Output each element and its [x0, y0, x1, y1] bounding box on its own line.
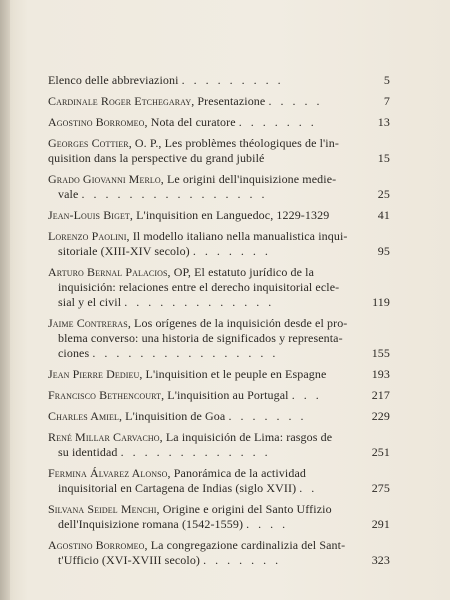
entry-author: Silvana Seidel Menchi,	[48, 502, 160, 516]
page-number: 25	[377, 187, 390, 201]
toc-entry	[48, 73, 390, 88]
toc-line	[48, 280, 390, 295]
entry-title: Les problèmes théologiques de l'in-	[161, 136, 339, 150]
entry-title: Il modello italiano nella manualistica inqui-	[129, 229, 348, 243]
leader-dots: . . . . . . . . . . . . . . . .	[92, 346, 279, 360]
page-number: 155	[371, 346, 390, 360]
page-number: 229	[371, 409, 390, 423]
entry-title-cont: dell'Inquisizione romana (1542-1559)	[58, 517, 244, 531]
toc-entry	[48, 115, 390, 130]
entry-author: Georges Cottier, O. P.,	[48, 136, 162, 150]
toc-line	[48, 409, 390, 424]
page-number: 119	[372, 295, 390, 309]
toc-entry	[48, 172, 390, 202]
page-number: 5	[383, 73, 390, 87]
leader-dots: . . . . . . .	[203, 553, 282, 567]
entry-title-cont: vale	[58, 187, 79, 201]
entry-title: Le origini dell'inquisizione medie-	[163, 172, 337, 186]
toc-entry	[48, 136, 390, 166]
page-number: 291	[371, 517, 390, 531]
toc-entry	[48, 94, 390, 109]
toc-line	[48, 73, 390, 88]
entry-author: Arturo Bernal Palacios,	[48, 265, 171, 279]
page-number: 95	[377, 244, 390, 258]
toc-line	[48, 172, 390, 187]
entry-author: Francisco Bethencourt,	[48, 388, 165, 402]
leader-dots: . . . .	[246, 517, 289, 531]
entry-title-cont: inquisitorial en Cartagena de Indias (siglo XVII)	[58, 481, 297, 495]
entry-author: Cardinale Roger Etchegaray,	[48, 94, 195, 108]
toc-line	[48, 115, 390, 130]
entry-title: Panorámica de la actividad	[170, 466, 306, 480]
page-number: 323	[371, 553, 390, 567]
toc-line	[48, 151, 390, 166]
entry-title-cont: sial y el civil	[58, 295, 122, 309]
toc-entry	[48, 538, 390, 568]
entry-title: Origine e origini del Santo Uffizio	[159, 502, 332, 516]
entry-author: Agostino Borromeo,	[48, 538, 148, 552]
leader-dots: . . . . . . . . . . . . .	[124, 295, 275, 309]
toc-entry	[48, 208, 390, 223]
entry-title: L'inquisition au Portugal	[164, 388, 289, 402]
leader-dots: . . . . . . . . .	[181, 73, 284, 87]
toc-line	[48, 481, 390, 496]
toc-entry	[48, 388, 390, 403]
toc-entry	[48, 430, 390, 460]
entry-author: Jean-Louis Biget,	[48, 208, 134, 222]
entry-title: OP, El estatuto jurídico de la	[170, 265, 315, 279]
entry-title: L'inquisition en Languedoc, 1229-1329	[133, 208, 330, 222]
entry-author: Fermina Álvarez Alonso,	[48, 466, 171, 480]
toc-line	[48, 445, 390, 460]
entry-title-cont: inquisición: relaciones entre el derecho inquisitorial ecle-	[58, 280, 340, 294]
page-number: 41	[377, 208, 390, 222]
toc-line	[48, 244, 390, 259]
toc-line	[48, 316, 390, 331]
leader-dots: . . . . . . .	[192, 244, 271, 258]
toc-line	[48, 553, 390, 568]
entry-title-cont: blema converso: una historia de significados y representa-	[58, 331, 343, 345]
entry-title: Nota del curatore	[147, 115, 236, 129]
leader-dots: . . . . . . .	[238, 115, 317, 129]
entry-title-cont: sitoriale (XIII-XIV secolo)	[58, 244, 190, 258]
toc-line	[48, 295, 390, 310]
toc-line	[48, 502, 390, 517]
leader-dots: . . . . . . . . . . . . . . . .	[81, 187, 268, 201]
toc-line	[48, 388, 390, 403]
table-of-contents	[48, 73, 390, 572]
toc-entry	[48, 502, 390, 532]
entry-author: René Millar Carvacho,	[48, 430, 163, 444]
entry-author: Lorenzo Paolini,	[48, 229, 130, 243]
entry-title: L'inquisition de Goa	[122, 409, 226, 423]
leader-dots: . . . . .	[268, 94, 323, 108]
toc-line	[48, 94, 390, 109]
toc-entry	[48, 367, 390, 382]
page-gutter	[0, 0, 10, 600]
toc-line	[48, 331, 390, 346]
entry-title: La inquisición de Lima: rasgos de	[162, 430, 333, 444]
leader-dots: . . . . . . . . . . . . .	[120, 445, 271, 459]
page-number: 193	[371, 367, 390, 381]
toc-line	[48, 229, 390, 244]
toc-entry	[48, 409, 390, 424]
toc-line	[48, 367, 390, 382]
leader-dots: . . . . . . .	[228, 409, 307, 423]
entry-author: Jaime Contreras,	[48, 316, 131, 330]
page-number: 217	[371, 388, 390, 402]
toc-entry	[48, 229, 390, 259]
page-number: 251	[371, 445, 390, 459]
entry-title: Elenco delle abbreviazioni	[48, 73, 179, 87]
entry-title-cont: t'Ufficio (XVI-XVIII secolo)	[58, 553, 201, 567]
toc-line	[48, 208, 390, 223]
entry-title: Los orígenes de la inquisición desde el pro-	[130, 316, 348, 330]
entry-title-cont: quisition dans la perspective du grand jubilé	[48, 151, 265, 165]
entry-author: Grado Giovanni Merlo,	[48, 172, 164, 186]
toc-line	[48, 265, 390, 280]
leader-dots: . . .	[291, 388, 322, 402]
toc-line	[48, 466, 390, 481]
toc-line	[48, 136, 390, 151]
entry-title: L'inquisition et le peuple en Espagne	[142, 367, 327, 381]
entry-title-cont: su identidad	[58, 445, 118, 459]
page-number: 275	[371, 481, 390, 495]
toc-line	[48, 517, 390, 532]
toc-line	[48, 346, 390, 361]
toc-entry	[48, 316, 390, 361]
entry-title-cont: ciones	[58, 346, 90, 360]
entry-title: La congregazione cardinalizia del Sant-	[147, 538, 346, 552]
page-number: 13	[377, 115, 390, 129]
leader-dots: . .	[299, 481, 318, 495]
toc-line	[48, 430, 390, 445]
toc-line	[48, 187, 390, 202]
toc-entry	[48, 466, 390, 496]
entry-title: Presentazione	[194, 94, 266, 108]
entry-author: Agostino Borromeo,	[48, 115, 148, 129]
page-number: 15	[377, 151, 390, 165]
toc-line	[48, 538, 390, 553]
toc-entry	[48, 265, 390, 310]
entry-author: Jean Pierre Dedieu,	[48, 367, 143, 381]
page-number: 7	[383, 94, 390, 108]
entry-author: Charles Amiel,	[48, 409, 123, 423]
